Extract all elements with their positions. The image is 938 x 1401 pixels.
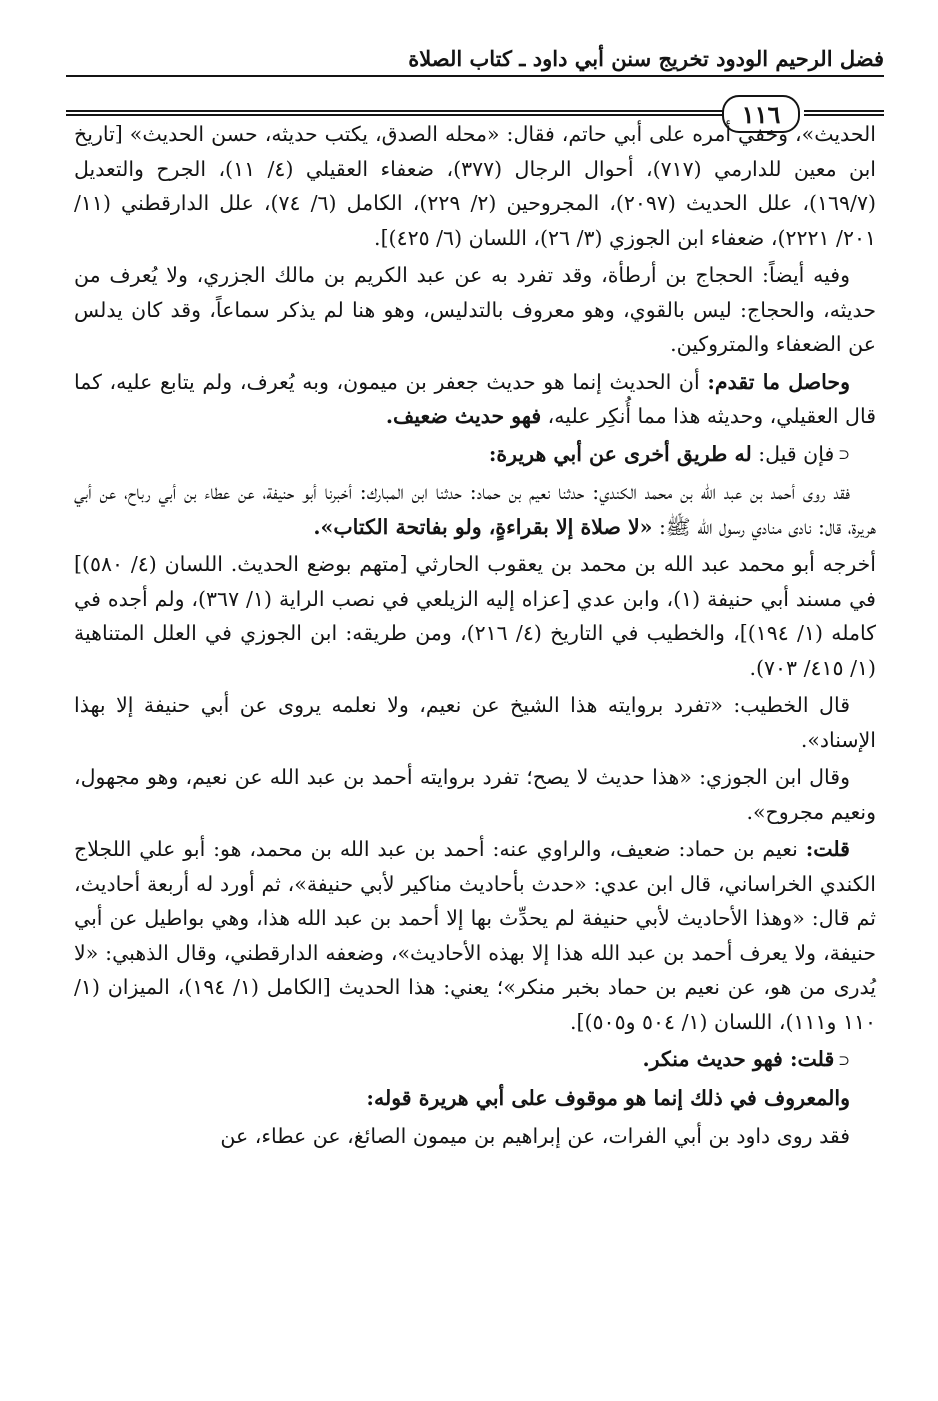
paragraph-7-text: وقال ابن الجوزي: «هذا حديث لا يصح؛ تفرد بروايته أحمد بن عبد الله عن نعيم، وهو مجهول، ونعيم مجروح».: [74, 765, 876, 824]
paragraph-2-text: وفيه أيضاً: الحجاج بن أرطأة، وقد تفرد به عن عبد الكريم بن مالك الجزري، ولا يُعرف من حديثه، والحجاج: ليس بالقوي، وهو معروف بالتدليس، وهو هنا لم يذكر سماعاً، وقد كان يدلس عن الضعفاء والمتروكين.: [74, 263, 876, 356]
paragraph-8: [74, 832, 876, 1039]
paragraph-3: [74, 365, 876, 434]
paragraph-8-text: نعيم بن حماد: ضعيف، والراوي عنه: أحمد بن عبد الله بن محمد، هو: أبو علي اللجلاج الكندي الخراساني، قال ابن عدي: «حدث بأحاديث مناكير لأبي حنيفة»، ثم أورد له أربعة أحاديث، ثم قال: «وهذا الأحاديث لأبي حنيفة لم يحدِّث بها إلا أحمد بن عبد الله هذا، وهي بواطيل عن أبي حنيفة، ولا يعرف أحمد بن عبد الله هذا إلا بهذه الأحاديث»، وضعفه الدارقطني، وقال الذهبي: «لا يُدرى من هو، عن نعيم بن حماد بخبر منكر»؛ يعني: هذا الحديث [الكامل (١/ ١٩٤)، الميزان (١/ ١١٠ و١١١)، اللسان (١/ ٥٠٤ و٥٠٥)].: [74, 837, 876, 1034]
paragraph-2: [74, 258, 876, 362]
hadith-text: «لا صلاة إلا بقراءةٍ، ولو بفاتحة الكتاب».: [313, 514, 653, 539]
verdict-text: قلت: فهو حديث منكر.: [642, 1047, 835, 1072]
mawquf-heading: [74, 1081, 876, 1116]
paragraph-3-text: أن الحديث إنما هو حديث جعفر بن ميمون، وبه يُعرف، ولم يتابع عليه، كما قال العقيلي، وحديثه هذا مما أُنكِر عليه،: [74, 369, 876, 428]
paragraph-7: [74, 760, 876, 829]
header-rule-left: [66, 110, 726, 116]
header-rule-top: [66, 75, 884, 77]
paragraph-3-conclusion: فهو حديث ضعيف.: [385, 404, 542, 428]
question-heading: [74, 437, 876, 473]
header-rule-right: [804, 110, 884, 116]
paragraph-5-text-a: أخرجه أبو محمد عبد الله بن محمد بن يعقوب الحارثي [متهم بوضع الحديث. اللسان (٤/ ٥٨٠)]: [74, 552, 876, 577]
paragraph-6: [74, 688, 876, 757]
paragraph-9: [74, 1119, 876, 1154]
verdict-heading: [74, 1042, 876, 1078]
mawquf-heading-text: والمعروف في ذلك إنما هو موقوف على أبي هريرة قوله:: [366, 1086, 850, 1110]
paragraph-5: [74, 547, 876, 685]
circle-bullet-icon: ⊂: [838, 446, 850, 463]
paragraph-5-text-b: في مسند أبي حنيفة (١)، وابن عدي [عزاه إليه الزيلعي في نصب الراية (١/ ٣٦٧)، ولم أجده في كامله (١/ ١٩٤)]، والخطيب في التاريخ (٤/ ٢١٦)، ومن طريقه: ابن الجوزي في العلل المتناهية (١/ ٤١٥/ ٧٠٣).: [74, 586, 876, 680]
page-number: ١١٦: [741, 99, 781, 129]
page-body: [74, 117, 876, 1156]
paragraph-4: [74, 475, 876, 544]
paragraph-8-lead: قلت:: [805, 837, 850, 862]
paragraph-4-text: فقد روى أحمد بن عبد الله بن محمد الكندي: حدثنا نعيم بن حماد: حدثنا ابن المبارك: أخبرنا أبو حنيفة، عن عطاء بن أبي رباح، عن أبي هريرة، قال: نادى منادي رسول الله ﷺ:: [74, 480, 876, 539]
running-title: فضل الرحيم الودود تخريج سنن أبي داود ـ كتاب الصلاة: [408, 46, 884, 71]
page-header: [60, 40, 884, 129]
paragraph-1: [74, 117, 876, 255]
paragraph-1-text: الحديث»، وخفي أمره على أبي حاتم، فقال: «محله الصدق، يكتب حديثه، حسن الحديث» [تاريخ ابن معين للدارمي (٧١٧)، أحوال الرجال (٣٧٧)، ضعفاء العقيلي (٤/ ١١)، الجرح والتعديل (١٦٩/٧)، علل الحديث (٢٠٩٧)، المجروحين (٢/ ٢٢٩)، الكامل (٦/ ٧٤)، علل الدارقطني (١١/ ٢٠١/ ٢٢٢١)، ضعفاء ابن الجوزي (٣/ ٢٦)، اللسان (٦/ ٤٢٥)].: [74, 122, 876, 250]
question-heading-text: له طريق أخرى عن أبي هريرة:: [488, 441, 752, 466]
question-prefix: فإن قيل:: [751, 441, 835, 466]
paragraph-3-lead: وحاصل ما تقدم:: [707, 369, 850, 394]
paragraph-6-text: قال الخطيب: «تفرد بروايته هذا الشيخ عن نعيم، ولا نعلمه يروى عن أبي حنيفة إلا بهذا الإسناد».: [74, 693, 876, 752]
circle-bullet-icon: ⊂: [838, 1052, 850, 1069]
paragraph-9-text: فقد روى داود بن أبي الفرات، عن إبراهيم بن ميمون الصائغ، عن عطاء، عن: [220, 1123, 850, 1148]
